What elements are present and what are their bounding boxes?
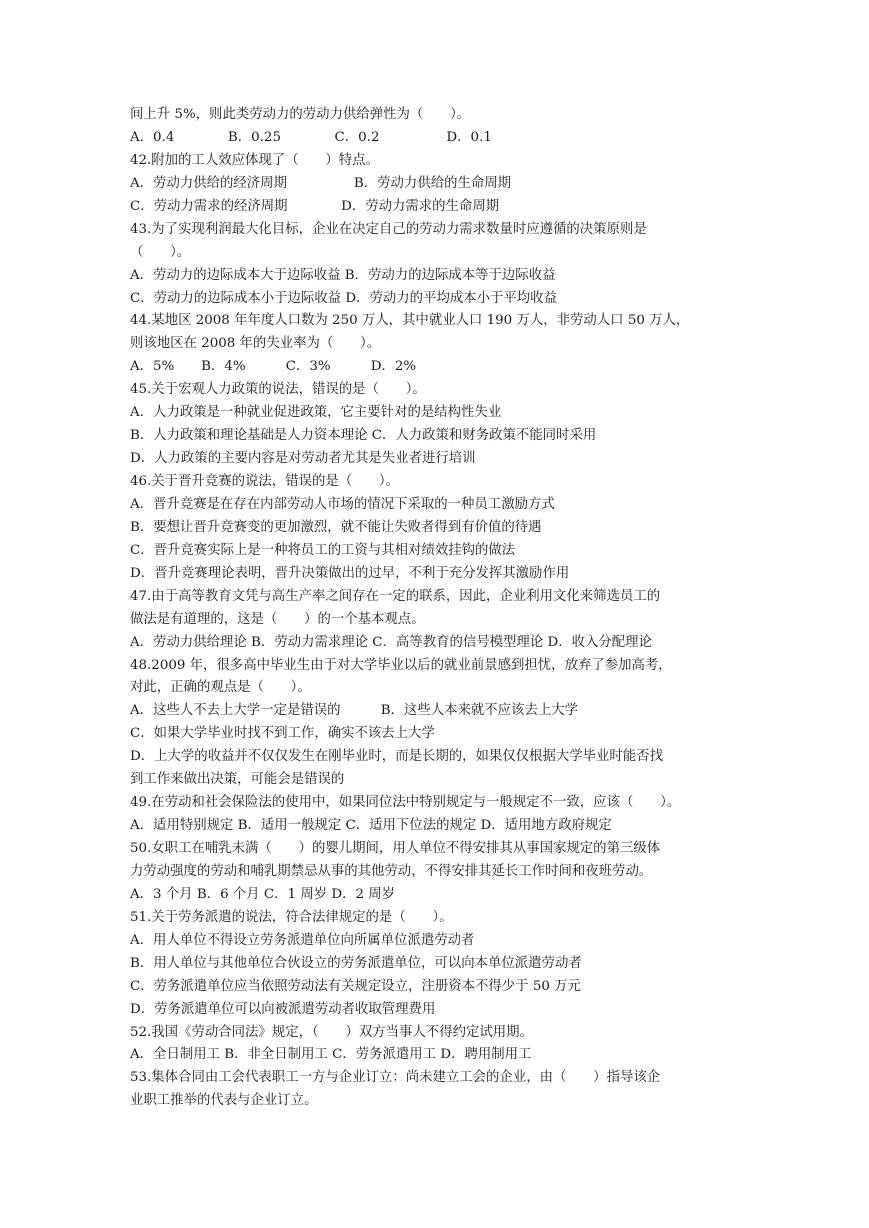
q50-stem-cont: 力劳动强度的劳动和哺乳期禁忌从事的其他劳动，不得安排其延长工作时间和夜班劳动。 [130, 863, 653, 879]
q45-option-d: D．人力政策的主要内容是对劳动者尤其是失业者进行培训 [130, 451, 476, 467]
q44-stem-cont: 则该地区在 2008 年的失业率为（ ）。 [130, 336, 381, 352]
q49-stem: 49.在劳动和社会保险法的使用中，如果同位法中特别规定与一般规定不一致，应该（ ）。 [130, 795, 681, 811]
q53-stem: 53.集体合同由工会代表职工一方与企业订立：尚未建立工会的企业，由（ ）指导该企 [130, 1070, 661, 1086]
q46-option-c: C．晋升竞赛实际上是一种将员工的工资与其相对绩效挂钩的做法 [130, 542, 516, 558]
q45-option-a: A．人力政策是一种就业促进政策，它主要针对的是结构性失业 [130, 405, 502, 421]
q43-stem-cont: （ ）。 [130, 244, 191, 260]
q41-options: A．0.4 B．0.25 C．0.2 D．0.1 [130, 129, 492, 145]
q48-option-c: C．如果大学毕业时找不到工作，确实不该去上大学 [130, 726, 435, 742]
q50-options: A．3 个月 B．6 个月 C．1 周岁 D．2 周岁 [130, 886, 396, 902]
q42-stem: 42.附加的工人效应体现了（ ）特点。 [130, 152, 379, 168]
q43-stem: 43.为了实现利润最大化目标，企业在决定自己的劳动力需求数量时应遵循的决策原则是 [130, 221, 647, 237]
q46-option-a: A．晋升竞赛是在存在内部劳动人市场的情况下采取的一种员工激励方式 [130, 496, 555, 512]
q47-stem-cont: 做法是有道理的，这是（ ）的一个基本观点。 [130, 611, 425, 627]
q48-option-d: D．上大学的收益并不仅仅发生在刚毕业时，而是长期的，如果仅仅根据大学毕业时能否找 [130, 749, 663, 765]
q48-options-ab: A．这些人不去上大学一定是错误的 B．这些人本来就不应该去上大学 [130, 703, 579, 719]
q47-stem: 47.由于高等教育文凭与高生产率之间存在一定的联系，因此，企业利用文化来筛选员工的 [130, 588, 661, 604]
q50-stem: 50.女职工在哺乳未满（ ）的婴儿期间，用人单位不得安排其从事国家规定的第三级体 [130, 841, 661, 856]
q51-option-b: B．用人单位与其他单位合伙设立的劳务派遣单位，可以向本单位派遣劳动者 [130, 955, 582, 971]
q44-options: A．5% B．4% C．3% D．2% [130, 359, 417, 375]
q52-stem: 52.我国《劳动合同法》规定，（ ）双方当事人不得约定试用期。 [130, 1024, 533, 1040]
q42-options-ab: A．劳动力供给的经济周期 B．劳动力供给的生命周期 [130, 175, 512, 191]
q46-option-d: D．晋升竞赛理论表明，晋升决策做出的过早，不利于充分发挥其激励作用 [130, 565, 570, 581]
q53-stem-cont: 业职工推举的代表与企业订立。 [130, 1093, 318, 1109]
q51-option-a: A．用人单位不得设立劳务派遣单位向所属单位派遣劳动者 [130, 932, 475, 948]
q46-stem: 46.关于晋升竞赛的说法，错误的是（ ）。 [130, 474, 400, 489]
q48-option-d-cont: 到工作来做出决策，可能会是错误的 [130, 772, 345, 788]
q49-options: A．适用特别规定 B．适用一般规定 C．适用下位法的规定 D．适用地方政府规定 [130, 818, 612, 834]
q43-options-ab: A．劳动力的边际成本大于边际收益 B．劳动力的边际成本等于边际收益 [130, 267, 556, 283]
question-text-body [130, 104, 742, 1113]
q44-stem: 44.某地区 2008 年年度人口数为 250 万人，其中就业人口 190 万人，非劳动人口 50 万人， [130, 313, 690, 329]
q52-options: A．全日制用工 B．非全日制用工 C．劳务派遣用工 D．聘用制用工 [130, 1047, 532, 1063]
q45-stem: 45.关于宏观人力政策的说法，错误的是（ ）。 [130, 382, 426, 398]
q51-option-d: D．劳务派遣单位可以向被派遣劳动者收取管理费用 [130, 1001, 436, 1017]
q48-stem-cont: 对此，正确的观点是（ ）。 [130, 680, 311, 696]
q42-options-cd: C．劳动力需求的经济周期 D．劳动力需求的生命周期 [130, 198, 500, 214]
q41-continuation: 间上升 5%，则此类劳动力的劳动力供给弹性为（ ）。 [130, 107, 471, 122]
q43-options-cd: C．劳动力的边际成本小于边际收益 D．劳动力的平均成本小于平均收益 [130, 290, 557, 306]
q51-stem: 51.关于劳务派遣的说法，符合法律规定的是（ ）。 [130, 909, 453, 925]
q51-option-c: C．劳务派遣单位应当依照劳动法有关规定设立，注册资本不得少于 50 万元 [130, 978, 581, 994]
q45-option-bc: B．人力政策和理论基础是人力资本理论 C．人力政策和财务政策不能同时采用 [130, 428, 597, 444]
q48-stem: 48.2009 年，很多高中毕业生由于对大学毕业以后的就业前景感到担忧，放弃了参加高考， [130, 657, 672, 673]
q46-option-b: B．要想让晋升竞赛变的更加激烈，就不能让失败者得到有价值的待遇 [130, 519, 542, 535]
q47-options: A．劳动力供给理论 B．劳动力需求理论 C．高等教育的信号模型理论 D．收入分配理论 [130, 634, 652, 650]
